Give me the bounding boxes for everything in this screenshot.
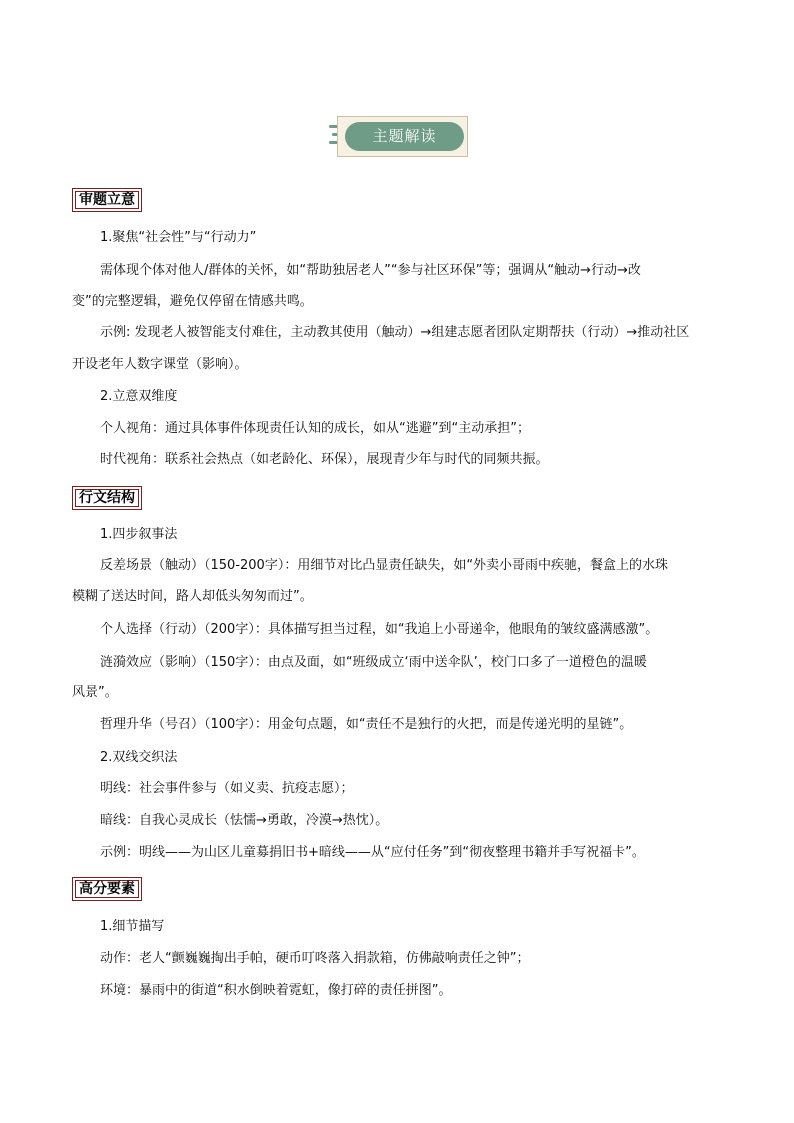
text-line: 2.立意双维度 <box>100 389 178 404</box>
text-line: 风景”。 <box>72 685 118 700</box>
section-heading-1: 审题立意 <box>72 188 142 212</box>
text-line: 涟漪效应（影响）（150字）：由点及面，如“班级成立‘雨中送伞队’，校门口多了一道橙色的温暖 <box>100 655 647 670</box>
section-heading-2: 行文结构 <box>72 486 142 510</box>
text-line: 2.双线交织法 <box>100 750 178 765</box>
text-line: 动作：老人“颤巍巍掏出手帕，硬币叮咚落入捐款箱，仿佛敲响责任之钟”； <box>100 951 530 966</box>
title-banner <box>329 116 469 158</box>
text-line: 开设老年人数字课堂（影响）。 <box>72 357 248 372</box>
text-line: 哲理升华（号召）（100字）：用金句点题，如“责任不是独行的火把，而是传递光明的星链”。 <box>100 717 633 732</box>
text-line: 模糊了送达时间，路人却低头匆匆而过”。 <box>72 589 313 604</box>
banner-title: 主题解读 <box>345 122 464 151</box>
text-line: 1.聚焦“社会性”与“行动力” <box>100 230 257 245</box>
text-line: 明线：社会事件参与（如义卖、抗疫志愿）； <box>100 781 354 796</box>
text-line: 反差场景（触动）（150-200字）：用细节对比凸显责任缺失，如“外卖小哥雨中疾驰，餐盒上的水珠 <box>100 558 669 573</box>
text-line: 1.细节描写 <box>100 919 165 934</box>
section-heading-3: 高分要素 <box>72 877 142 901</box>
text-line: 个人视角：通过具体事件体现责任认知的成长，如从“逃避”到“主动承担”； <box>100 421 530 436</box>
text-line: 变”的完整逻辑，避免仅停留在情感共鸣。 <box>72 294 313 309</box>
text-line: 时代视角：联系社会热点（如老龄化、环保），展现青少年与时代的同频共振。 <box>100 452 549 467</box>
text-line: 需体现个体对他人/群体的关怀，如“帮助独居老人”“参与社区环保”等；强调从“触动→行动→改 <box>100 263 641 278</box>
text-line: 1.四步叙事法 <box>100 527 178 542</box>
text-line: 示例：明线——为山区儿童募捐旧书+暗线——从“应付任务”到“彻夜整理书籍并手写祝福卡”。 <box>100 845 645 860</box>
text-line: 个人选择（行动）（200字）：具体描写担当过程，如“我追上小哥递伞，他眼角的皱纹盛满感激”。 <box>100 622 659 637</box>
text-line: 示例: 发现老人被智能支付难住，主动教其使用（触动）→组建志愿者团队定期帮扶（行动）→推动社区 <box>100 325 690 340</box>
text-line: 环境：暴雨中的街道“积水倒映着霓虹，像打碎的责任拼图”。 <box>100 983 452 998</box>
text-line: 暗线：自我心灵成长（怯懦→勇敢，冷漠→热忱）。 <box>100 813 389 828</box>
